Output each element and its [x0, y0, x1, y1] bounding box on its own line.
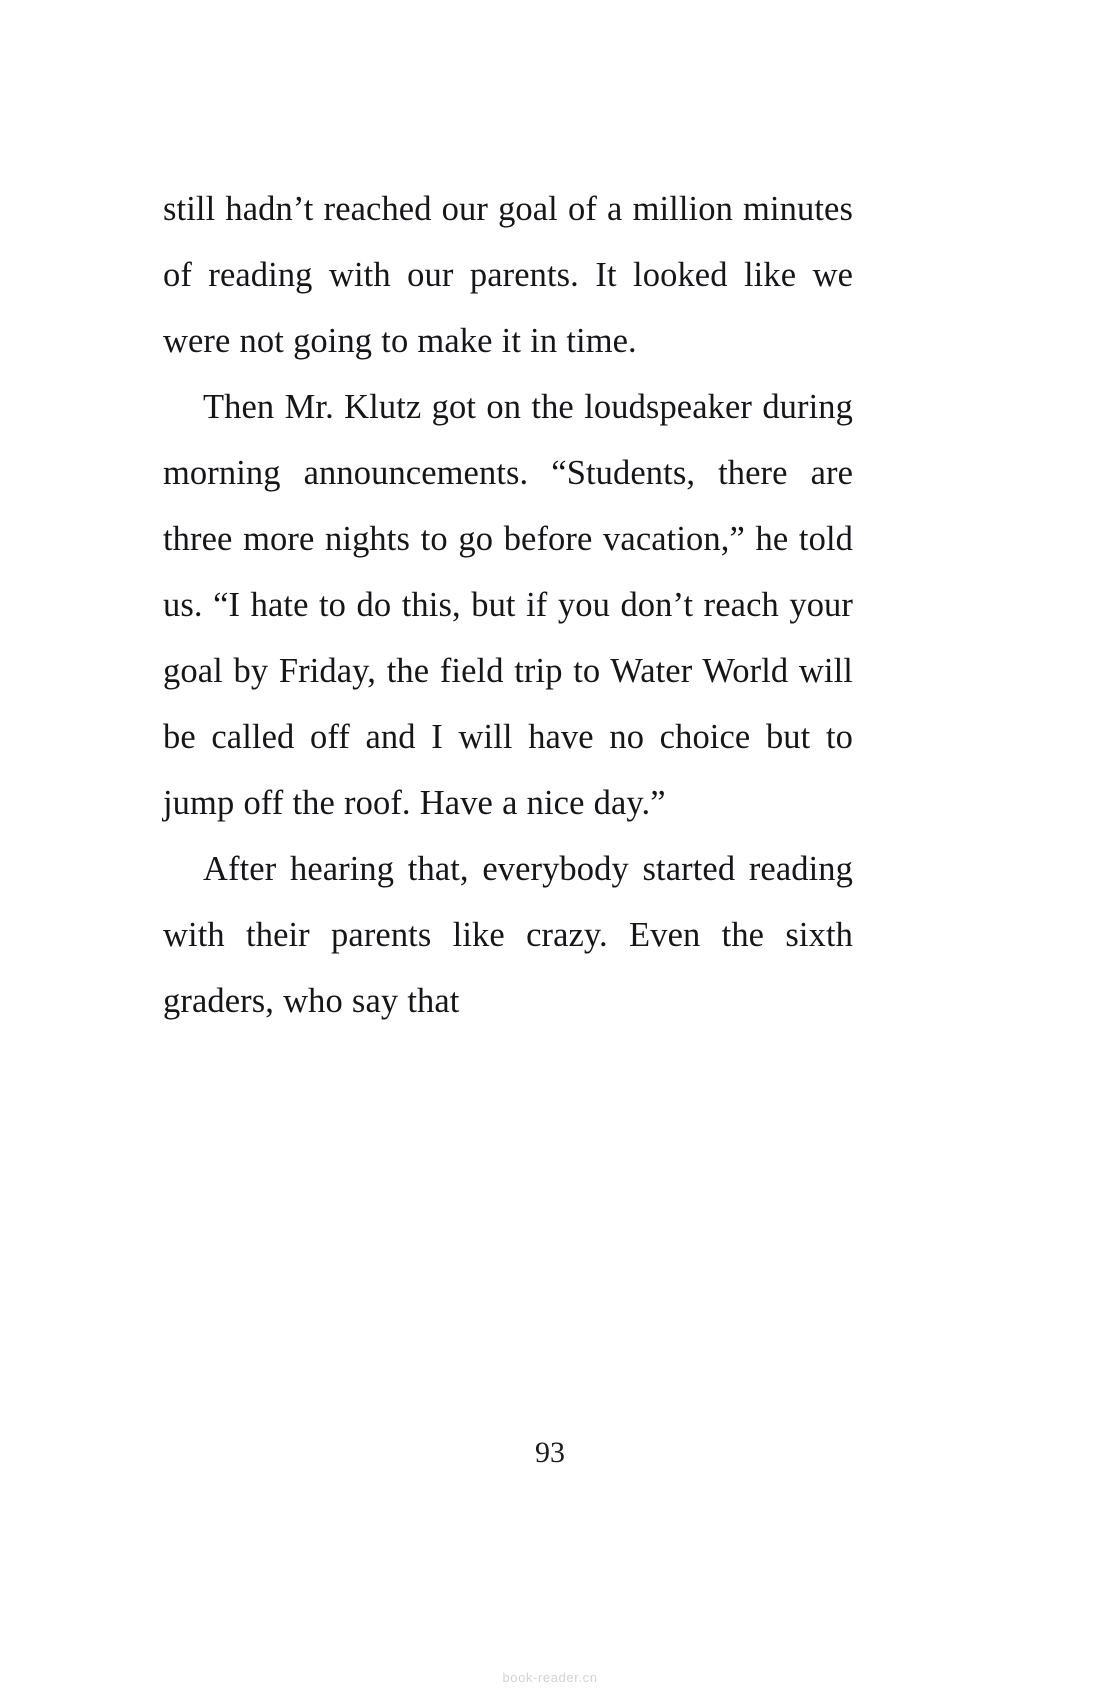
paragraph-continuation: still hadn’t reached our goal of a million minutes of reading with our parents. It looked like we were not going to make it in time.	[163, 190, 853, 360]
paragraph-klutz-announcement: Then Mr. Klutz got on the loudspeaker during morning announcements. “Students, there are three more nights to go before vacation,” he told us. “I hate to do this, but if you don’t reach your goal by Friday, the field trip to Water World will be called off and I will have no choice but to jump off the roof. Have a nice day.”	[163, 388, 853, 822]
page-text-block	[163, 176, 853, 1034]
paragraph-after-hearing: After hearing that, everybody started reading with their parents like crazy. Even the sixth graders, who say that	[163, 850, 853, 1020]
site-watermark: book-reader.cn	[502, 1670, 598, 1685]
page-number: 93	[535, 1436, 565, 1469]
